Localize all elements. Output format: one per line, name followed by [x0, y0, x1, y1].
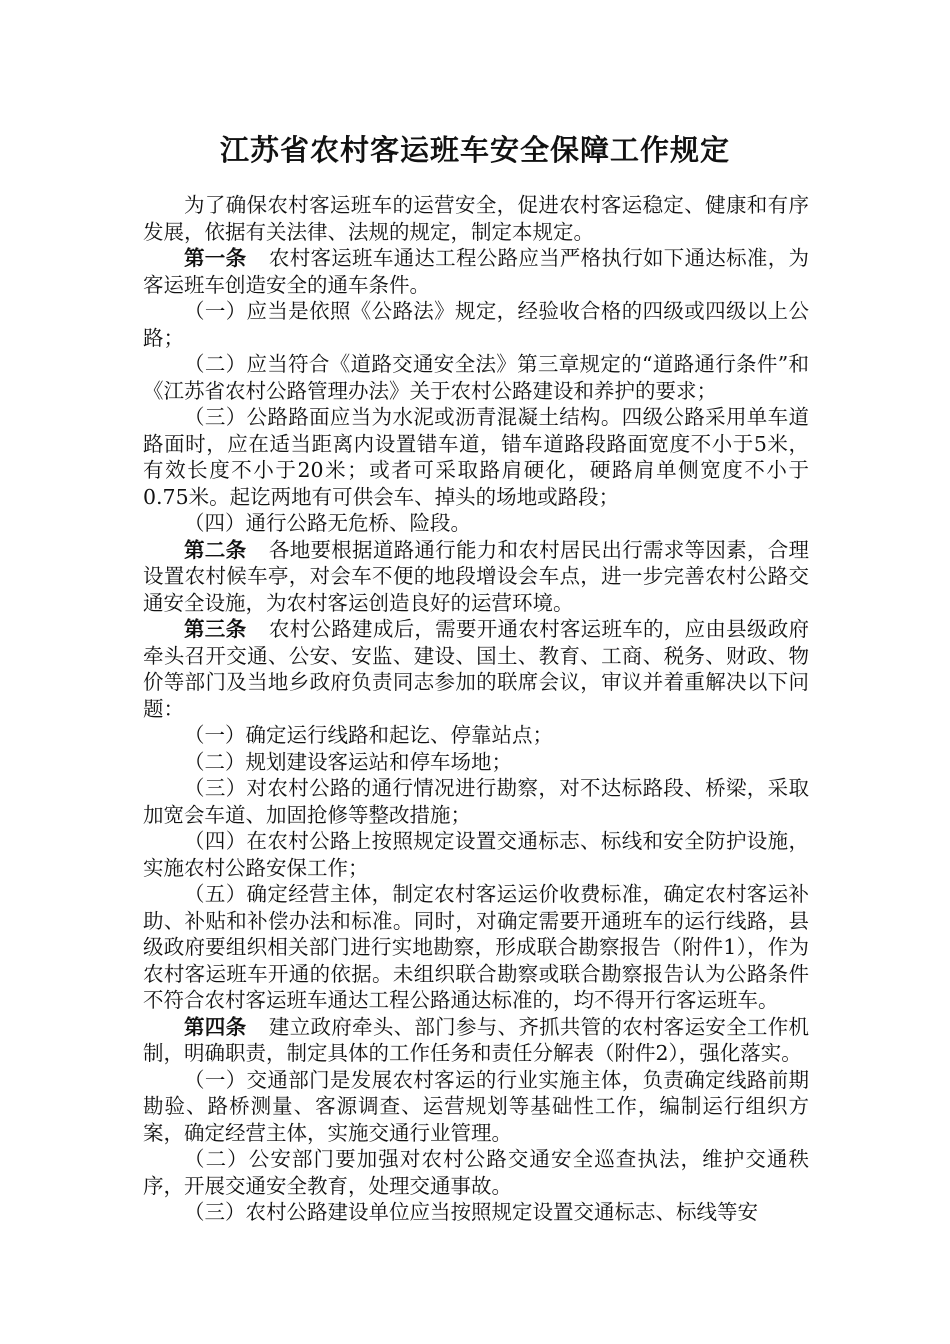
article-label: 第四条 — [184, 1014, 247, 1039]
paragraph-text: （一）应当是依照《公路法》规定，经验收合格的四级或四级以上公路； — [143, 299, 809, 350]
paragraph-text: （四）通行公路无危桥、险段。 — [184, 511, 471, 535]
paragraph — [143, 510, 809, 537]
paragraph-text: （三）对农村公路的通行情况进行勘察，对不达标路段、桥梁，采取加宽会车道、加固抢修等整改措施； — [143, 776, 809, 827]
paragraph-text: （四）在农村公路上按照规定设置交通标志、标线和安全防护设施，实施农村公路安保工作； — [143, 829, 809, 880]
paragraph-text: （二）公安部门要加强对农村公路交通安全巡查执法，维护交通秩序，开展交通安全教育，处理交通事故。 — [143, 1147, 809, 1198]
paragraph-text: 农村公路建成后，需要开通农村客运班车的，应由县级政府牵头召开交通、公安、安监、建设、国土、教育、工商、税务、财政、物价等部门及当地乡政府负责同志参加的联席会议，审议并着重解决以下问题： — [143, 617, 810, 721]
paragraph-text: 建立政府牵头、部门参与、齐抓共管的农村客运安全工作机制，明确职责，制定具体的工作任务和责任分解表（附件2），强化落实。 — [143, 1014, 810, 1065]
document-title: 江苏省农村客运班车安全保障工作规定 — [219, 133, 730, 167]
paragraph — [143, 749, 809, 776]
paragraph — [143, 1199, 809, 1226]
document-body — [143, 192, 809, 1226]
paragraph — [143, 1146, 809, 1199]
paragraph-text: 为了确保农村客运班车的运营安全，促进农村客运稳定、健康和有序发展，依据有关法律、法规的规定，制定本规定。 — [143, 193, 809, 244]
paragraph — [143, 1067, 809, 1147]
paragraph-text: 各地要根据道路通行能力和农村居民出行需求等因素，合理设置农村候车亭，对会车不便的地段增设会车点，进一步完善农村公路交通安全设施，为农村客运创造良好的运营环境。 — [143, 537, 810, 615]
paragraph-text: 农村客运班车通达工程公路应当严格执行如下通达标准，为客运班车创造安全的通车条件。 — [143, 246, 810, 297]
paragraph-text: （五）确定经营主体，制定农村客运运价收费标准，确定农村客运补助、补贴和补偿办法和标准。同时，对确定需要开通班车的运行线路，县级政府要组织相关部门进行实地勘察，形成联合勘察报告（附件1），作为农村客运班车开通的依据。未组织联合勘察或联合勘察报告认为公路条件不符合农村客运班车通达工程公路通达标准的，均不得开行客运班车。 — [143, 882, 809, 1012]
paragraph-text: （三）农村公路建设单位应当按照规定设置交通标志、标线等安 — [184, 1200, 758, 1224]
article-label: 第一条 — [184, 246, 247, 270]
article-paragraph — [143, 537, 809, 617]
paragraph — [143, 828, 809, 881]
paragraph — [143, 192, 809, 245]
paragraph-text: （三）公路路面应当为水泥或沥青混凝土结构。四级公路采用单车道路面时，应在适当距离内设置错车道，错车道路段路面宽度不小于5米，有效长度不小于20米；或者可采取路肩硬化，硬路肩单侧宽度不小于0.75米。起讫两地有可供会车、掉头的场地或路段； — [143, 405, 809, 509]
paragraph-text: （一）确定运行线路和起讫、停靠站点； — [184, 723, 553, 747]
article-paragraph — [143, 1014, 809, 1067]
paragraph-text: （二）应当符合《道路交通安全法》第三章规定的“道路通行条件”和《江苏省农村公路管理办法》关于农村公路建设和养护的要求； — [143, 352, 809, 403]
article-paragraph — [143, 616, 809, 722]
paragraph — [143, 404, 809, 510]
paragraph-text: （一）交通部门是发展农村客运的行业实施主体，负责确定线路前期勘验、路桥测量、客源调查、运营规划等基础性工作，编制运行组织方案，确定经营主体，实施交通行业管理。 — [143, 1067, 809, 1145]
paragraph — [143, 881, 809, 1014]
paragraph — [143, 351, 809, 404]
article-paragraph — [143, 245, 809, 298]
paragraph-text: （二）规划建设客运站和停车场地； — [184, 749, 512, 774]
article-label: 第二条 — [184, 537, 247, 562]
paragraph — [143, 775, 809, 828]
paragraph — [143, 722, 809, 749]
paragraph — [143, 298, 809, 351]
article-label: 第三条 — [184, 617, 247, 641]
